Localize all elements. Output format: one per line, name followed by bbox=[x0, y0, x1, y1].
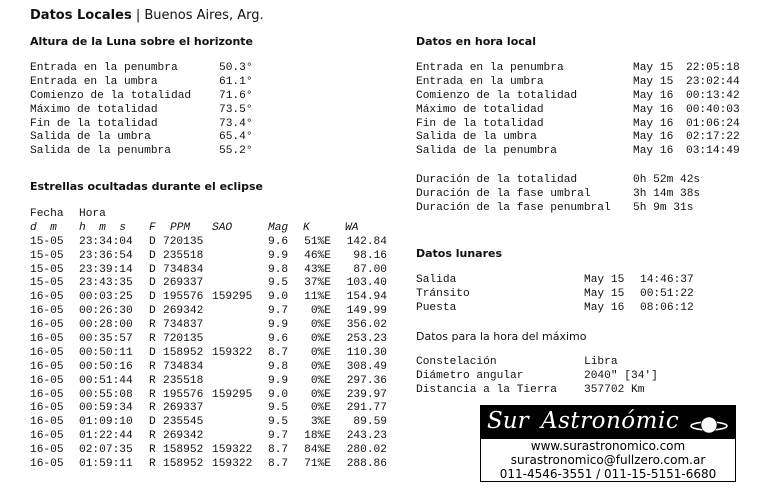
duration-label: Duración de la fase umbral bbox=[416, 187, 591, 200]
cell-k: 0%E bbox=[310, 402, 331, 415]
altura-label: Entrada en la penumbra bbox=[30, 62, 178, 74]
lunares-date: May 15 bbox=[584, 287, 625, 300]
altura-row bbox=[30, 104, 290, 118]
banner-email[interactable]: surastronomico@fullzero.com.ar bbox=[510, 453, 706, 467]
cell-wa: 280.02 bbox=[346, 444, 387, 457]
cell-wa: 89.59 bbox=[353, 416, 387, 429]
cell-fecha: 16-05 bbox=[30, 346, 64, 359]
altura-value: 55.2° bbox=[219, 145, 253, 158]
cell-k: 46%E bbox=[304, 249, 331, 262]
cell-k: 51%E bbox=[304, 235, 331, 248]
cell-f: R bbox=[149, 402, 156, 415]
cell-fecha: 16-05 bbox=[30, 319, 64, 332]
cell-fecha: 16-05 bbox=[30, 444, 64, 457]
cell-k: 37%E bbox=[304, 277, 331, 290]
cell-hora: 23:43:35 bbox=[79, 277, 133, 290]
estrellas-header-row bbox=[30, 208, 410, 222]
altura-label: Salida de la umbra bbox=[30, 131, 151, 144]
cell-wa: 297.36 bbox=[346, 374, 387, 387]
col-sao-header: SAO bbox=[212, 221, 233, 234]
cell-hora: 00:55:08 bbox=[79, 388, 133, 401]
maximo-label: Diámetro angular bbox=[416, 369, 524, 382]
cell-ppm: 235518 bbox=[163, 249, 204, 262]
altura-value: 71.6° bbox=[219, 89, 253, 102]
cell-ppm: 235545 bbox=[163, 416, 204, 429]
maximo-title: Datos para la hora del máximo bbox=[416, 330, 587, 343]
cell-hora: 00:59:34 bbox=[79, 402, 133, 415]
table-row bbox=[30, 402, 410, 416]
title-separator: | bbox=[135, 8, 141, 23]
cell-k: 0%E bbox=[310, 319, 331, 332]
cell-wa: 291.77 bbox=[346, 402, 387, 415]
altura-label: Entrada en la umbra bbox=[30, 75, 158, 88]
col-dm-header: d m bbox=[30, 221, 57, 234]
cell-hora: 01:22:44 bbox=[79, 430, 133, 443]
cell-k: 0%E bbox=[310, 360, 331, 373]
col-hora-header: Hora bbox=[79, 208, 106, 220]
banner-logo-area bbox=[481, 406, 735, 439]
cell-ppm: 720135 bbox=[163, 333, 204, 346]
banner-phones: 011-4546-3551 / 011-15-5151-6680 bbox=[499, 467, 717, 481]
cell-hora: 01:59:11 bbox=[79, 458, 133, 471]
estrellas-table bbox=[30, 208, 410, 472]
cell-wa: 154.94 bbox=[346, 291, 387, 304]
horalocal-row bbox=[416, 145, 746, 159]
duration-label: Duración de la totalidad bbox=[416, 174, 578, 186]
saturn-icon bbox=[689, 414, 729, 436]
horalocal-row bbox=[416, 131, 746, 145]
horalocal-time: 22:05:18 bbox=[686, 62, 740, 74]
maximo-value: Libra bbox=[584, 356, 618, 368]
cell-mag: 9.6 bbox=[268, 235, 289, 248]
table-row bbox=[30, 305, 410, 319]
cell-hora: 00:28:00 bbox=[79, 319, 133, 332]
cell-mag: 8.7 bbox=[268, 346, 289, 359]
horalocal-time: 03:14:49 bbox=[686, 145, 740, 158]
cell-mag: 9.9 bbox=[268, 319, 289, 332]
horalocal-label: Entrada en la penumbra bbox=[416, 62, 564, 74]
cell-f: R bbox=[149, 333, 156, 346]
cell-ppm: 734834 bbox=[163, 263, 204, 276]
cell-sao: 159322 bbox=[212, 458, 253, 471]
cell-wa: 288.86 bbox=[346, 458, 387, 471]
duration-row bbox=[416, 202, 746, 216]
page-header bbox=[30, 8, 264, 23]
cell-f: D bbox=[149, 263, 156, 276]
horalocal-time: 23:02:44 bbox=[686, 75, 740, 88]
cell-ppm: 158952 bbox=[163, 346, 204, 359]
table-row bbox=[30, 291, 410, 305]
cell-k: 3%E bbox=[310, 416, 331, 429]
cell-f: D bbox=[149, 291, 156, 304]
cell-f: D bbox=[149, 277, 156, 290]
altura-value: 65.4° bbox=[219, 131, 253, 144]
cell-wa: 110.30 bbox=[346, 346, 387, 359]
altura-value: 61.1° bbox=[219, 75, 253, 88]
cell-mag: 9.5 bbox=[268, 277, 289, 290]
cell-mag: 9.0 bbox=[268, 388, 289, 401]
maximo-value: 357702 Km bbox=[584, 383, 645, 396]
col-k-header: K bbox=[303, 221, 310, 234]
lunares-row bbox=[416, 274, 716, 288]
cell-hora: 00:50:11 bbox=[79, 346, 133, 359]
cell-fecha: 16-05 bbox=[30, 333, 64, 346]
altura-label: Máximo de totalidad bbox=[30, 103, 158, 116]
cell-ppm: 158952 bbox=[163, 444, 204, 457]
cell-ppm: 269337 bbox=[163, 277, 204, 290]
maximo-row bbox=[416, 384, 716, 398]
cell-ppm: 158952 bbox=[163, 458, 204, 471]
table-row bbox=[30, 250, 410, 264]
cell-wa: 149.99 bbox=[346, 305, 387, 318]
durations-table bbox=[416, 174, 746, 216]
cell-wa: 253.23 bbox=[346, 333, 387, 346]
maximo-table bbox=[416, 356, 716, 398]
cell-hora: 00:03:25 bbox=[79, 291, 133, 304]
table-row bbox=[30, 444, 410, 458]
cell-k: 0%E bbox=[310, 346, 331, 359]
horalocal-time: 01:06:24 bbox=[686, 117, 740, 130]
table-row bbox=[30, 319, 410, 333]
cell-hora: 00:50:16 bbox=[79, 360, 133, 373]
horalocal-time: 00:40:03 bbox=[686, 103, 740, 116]
cell-k: 11%E bbox=[304, 291, 331, 304]
horalocal-date: May 15 bbox=[633, 62, 674, 74]
horalocal-label: Entrada en la umbra bbox=[416, 75, 544, 88]
cell-fecha: 16-05 bbox=[30, 388, 64, 401]
cell-mag: 9.6 bbox=[268, 333, 289, 346]
lunares-time: 14:46:37 bbox=[640, 274, 694, 286]
horalocal-date: May 15 bbox=[633, 75, 674, 88]
cell-f: R bbox=[149, 388, 156, 401]
altura-value: 73.4° bbox=[219, 117, 253, 130]
table-row bbox=[30, 333, 410, 347]
cell-f: R bbox=[149, 430, 156, 443]
horalocal-time: 02:17:22 bbox=[686, 131, 740, 144]
lunares-label: Puesta bbox=[416, 301, 457, 314]
maximo-row bbox=[416, 356, 716, 370]
cell-fecha: 16-05 bbox=[30, 360, 64, 373]
horalocal-table bbox=[416, 62, 746, 159]
cell-fecha: 16-05 bbox=[30, 430, 64, 443]
horalocal-time: 00:13:42 bbox=[686, 89, 740, 102]
lunares-date: May 15 bbox=[584, 274, 625, 286]
table-row bbox=[30, 347, 410, 361]
cell-f: D bbox=[149, 416, 156, 429]
altura-label: Fin de la totalidad bbox=[30, 117, 158, 130]
cell-k: 0%E bbox=[310, 388, 331, 401]
table-row bbox=[30, 277, 410, 291]
col-wa-header: WA bbox=[345, 221, 359, 234]
cell-hora: 00:35:57 bbox=[79, 333, 133, 346]
col-hms-header: h m s bbox=[79, 221, 126, 234]
cell-fecha: 16-05 bbox=[30, 458, 64, 471]
altura-title: Altura de la Luna sobre el horizonte bbox=[30, 35, 254, 48]
altura-row bbox=[30, 145, 290, 159]
altura-value: 50.3° bbox=[219, 62, 253, 74]
altura-row bbox=[30, 118, 290, 132]
duration-row bbox=[416, 174, 746, 188]
cell-sao: 159295 bbox=[212, 388, 253, 401]
horalocal-label: Salida de la umbra bbox=[416, 131, 537, 144]
cell-hora: 23:34:04 bbox=[79, 235, 133, 248]
horalocal-row bbox=[416, 76, 746, 90]
cell-wa: 243.23 bbox=[346, 430, 387, 443]
altura-row bbox=[30, 62, 290, 76]
cell-hora: 23:39:14 bbox=[79, 263, 133, 276]
altura-label: Comienzo de la totalidad bbox=[30, 89, 192, 102]
duration-value: 5h 9m 31s bbox=[633, 201, 694, 214]
horalocal-date: May 16 bbox=[633, 103, 674, 116]
lunares-label: Tránsito bbox=[416, 287, 470, 300]
cell-ppm: 269342 bbox=[163, 305, 204, 318]
altura-row bbox=[30, 131, 290, 145]
horalocal-date: May 16 bbox=[633, 89, 674, 102]
cell-wa: 356.02 bbox=[346, 319, 387, 332]
lunares-row bbox=[416, 302, 716, 316]
cell-f: R bbox=[149, 444, 156, 457]
horalocal-row bbox=[416, 90, 746, 104]
table-row bbox=[30, 264, 410, 278]
horalocal-row bbox=[416, 62, 746, 76]
cell-mag: 8.7 bbox=[268, 458, 289, 471]
cell-hora: 02:07:35 bbox=[79, 444, 133, 457]
cell-mag: 9.9 bbox=[268, 374, 289, 387]
cell-f: R bbox=[149, 360, 156, 373]
maximo-value: 2040" [34'] bbox=[584, 369, 658, 382]
cell-fecha: 16-05 bbox=[30, 374, 64, 387]
cell-hora: 23:36:54 bbox=[79, 249, 133, 262]
cell-mag: 9.5 bbox=[268, 402, 289, 415]
cell-fecha: 16-05 bbox=[30, 402, 64, 415]
banner-web[interactable]: www.surastronomico.com bbox=[530, 439, 686, 453]
duration-label: Duración de la fase penumbral bbox=[416, 201, 611, 214]
cell-fecha: 15-05 bbox=[30, 263, 64, 276]
cell-fecha: 15-05 bbox=[30, 249, 64, 262]
cell-fecha: 16-05 bbox=[30, 291, 64, 304]
duration-value: 3h 14m 38s bbox=[633, 187, 701, 200]
cell-k: 0%E bbox=[310, 374, 331, 387]
horalocal-label: Salida de la penumbra bbox=[416, 145, 557, 158]
cell-hora: 01:09:10 bbox=[79, 416, 133, 429]
cell-ppm: 235518 bbox=[163, 374, 204, 387]
maximo-label: Constelación bbox=[416, 356, 497, 368]
horalocal-label: Fin de la totalidad bbox=[416, 117, 544, 130]
cell-wa: 103.40 bbox=[346, 277, 387, 290]
col-fecha-header: Fecha bbox=[30, 208, 64, 220]
table-row bbox=[30, 236, 410, 250]
lunares-table bbox=[416, 274, 716, 316]
cell-k: 18%E bbox=[304, 430, 331, 443]
cell-k: 43%E bbox=[304, 263, 331, 276]
altura-value: 73.5° bbox=[219, 103, 253, 116]
cell-fecha: 16-05 bbox=[30, 416, 64, 429]
cell-ppm: 734834 bbox=[163, 360, 204, 373]
table-row bbox=[30, 375, 410, 389]
col-ppm-header: PPM bbox=[170, 221, 191, 234]
cell-mag: 9.0 bbox=[268, 291, 289, 304]
table-row bbox=[30, 458, 410, 472]
estrellas-subheader-row bbox=[30, 222, 410, 236]
horalocal-title: Datos en hora local bbox=[416, 35, 536, 48]
cell-sao: 159295 bbox=[212, 291, 253, 304]
cell-k: 84%E bbox=[304, 444, 331, 457]
cell-wa: 98.16 bbox=[353, 249, 387, 262]
estrellas-title: Estrellas ocultadas durante el eclipse bbox=[30, 180, 263, 193]
cell-f: R bbox=[149, 458, 156, 471]
cell-ppm: 269342 bbox=[163, 430, 204, 443]
cell-hora: 00:26:30 bbox=[79, 305, 133, 318]
lunares-time: 00:51:22 bbox=[640, 287, 694, 300]
cell-mag: 9.7 bbox=[268, 305, 289, 318]
col-f-header: F bbox=[149, 221, 156, 234]
cell-f: D bbox=[149, 346, 156, 359]
table-row bbox=[30, 361, 410, 375]
logo-astronomico-text: Astronómic bbox=[541, 408, 680, 434]
cell-f: D bbox=[149, 249, 156, 262]
cell-ppm: 195576 bbox=[163, 291, 204, 304]
duration-row bbox=[416, 188, 746, 202]
horalocal-date: May 16 bbox=[633, 131, 674, 144]
cell-wa: 87.00 bbox=[353, 263, 387, 276]
cell-fecha: 15-05 bbox=[30, 235, 64, 248]
cell-mag: 9.7 bbox=[268, 430, 289, 443]
estrellas-rows bbox=[30, 236, 410, 472]
col-mag-header: Mag bbox=[268, 221, 289, 234]
table-row bbox=[30, 389, 410, 403]
cell-f: D bbox=[149, 305, 156, 318]
maximo-row bbox=[416, 370, 716, 384]
horalocal-label: Máximo de totalidad bbox=[416, 103, 544, 116]
cell-sao: 159322 bbox=[212, 444, 253, 457]
cell-ppm: 734837 bbox=[163, 319, 204, 332]
horalocal-date: May 16 bbox=[633, 145, 674, 158]
cell-mag: 9.5 bbox=[268, 416, 289, 429]
cell-k: 71%E bbox=[304, 458, 331, 471]
altura-row bbox=[30, 90, 290, 104]
cell-fecha: 15-05 bbox=[30, 277, 64, 290]
cell-mag: 9.8 bbox=[268, 360, 289, 373]
sponsor-banner bbox=[480, 405, 736, 482]
cell-ppm: 269337 bbox=[163, 402, 204, 415]
cell-sao: 159322 bbox=[212, 346, 253, 359]
horalocal-row bbox=[416, 104, 746, 118]
cell-f: R bbox=[149, 374, 156, 387]
cell-ppm: 720135 bbox=[163, 235, 204, 248]
cell-ppm: 195576 bbox=[163, 388, 204, 401]
lunares-title: Datos lunares bbox=[416, 247, 503, 260]
horalocal-label: Comienzo de la totalidad bbox=[416, 89, 578, 102]
cell-fecha: 16-05 bbox=[30, 305, 64, 318]
logo-sur-text: Sur bbox=[487, 408, 529, 434]
horalocal-row bbox=[416, 118, 746, 132]
table-row bbox=[30, 416, 410, 430]
table-row bbox=[30, 430, 410, 444]
cell-f: R bbox=[149, 319, 156, 332]
lunares-time: 08:06:12 bbox=[640, 301, 694, 314]
cell-f: D bbox=[149, 235, 156, 248]
cell-wa: 308.49 bbox=[346, 360, 387, 373]
lunares-date: May 16 bbox=[584, 301, 625, 314]
cell-mag: 8.7 bbox=[268, 444, 289, 457]
cell-mag: 9.8 bbox=[268, 263, 289, 276]
lunares-label: Salida bbox=[416, 274, 457, 286]
cell-hora: 00:51:44 bbox=[79, 374, 133, 387]
cell-wa: 239.97 bbox=[346, 388, 387, 401]
lunares-row bbox=[416, 288, 716, 302]
page-title: Datos Locales bbox=[30, 8, 132, 23]
maximo-label: Distancia a la Tierra bbox=[416, 383, 557, 396]
altura-row bbox=[30, 76, 290, 90]
cell-k: 0%E bbox=[310, 305, 331, 318]
cell-mag: 9.9 bbox=[268, 249, 289, 262]
cell-wa: 142.84 bbox=[346, 235, 387, 248]
horalocal-date: May 16 bbox=[633, 117, 674, 130]
location: Buenos Aires, Arg. bbox=[144, 8, 264, 23]
altura-table bbox=[30, 62, 290, 159]
altura-label: Salida de la penumbra bbox=[30, 145, 171, 158]
cell-k: 0%E bbox=[310, 333, 331, 346]
duration-value: 0h 52m 42s bbox=[633, 174, 701, 186]
